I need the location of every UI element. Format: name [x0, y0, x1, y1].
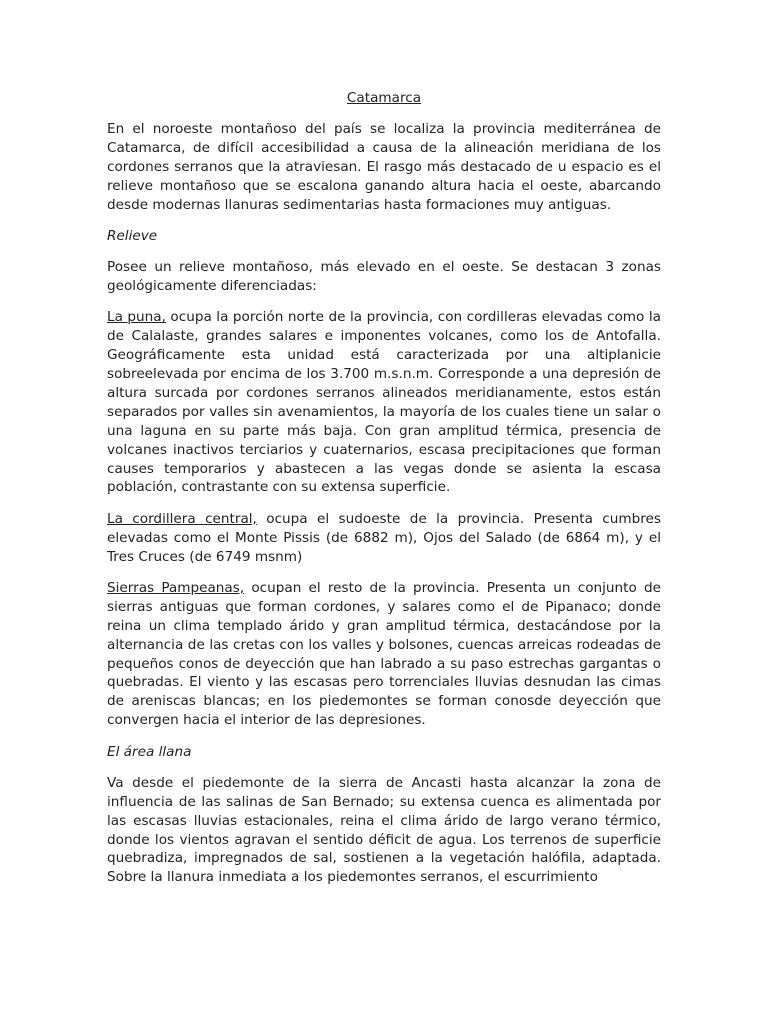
- sierras-paragraph: [107, 579, 661, 730]
- puna-term: La puna,: [107, 309, 166, 326]
- puna-text: ocupa la porción norte de la provincia, con cordilleras elevadas como la de Calalaste, grandes salares e imponentes volcanes, como los de Antofalla. Geográficamente esta unidad está caracterizada por una altiplanicie sobreelevada por encima de los 3.700 m.s.n.m. Corresponde a una depresión de altura surcada por cordones serranos alineados meridianamente, estos están separados por valles sin avenamientos, la mayoría de los cuales tiene un salar o una laguna en su parte más baja. Con gran amplitud térmica, presencia de volcanes inactivos terciarios y cuaternarios, escasa precipitaciones que forman causes temporarios y abastecen a las vegas donde se asienta la escasa población, contrastante con su extensa superficie.: [107, 309, 661, 496]
- document-title: Catamarca: [346, 90, 422, 106]
- sierras-term: Sierras Pampeanas,: [107, 579, 245, 596]
- relieve-intro-paragraph: Posee un relieve montañoso, más elevado en el oeste. Se destacan 3 zonas geológicamente diferenciadas:: [107, 259, 661, 295]
- intro-paragraph: En el noroeste montañoso del país se localiza la provincia mediterránea de Catamarca, de difícil accesibilidad a causa de la alineación meridiana de los cordones serranos que la atraviesan. El rasgo más destacado de u espacio es el relieve montañoso que se escalona ganando altura hacia el oeste, abarcando desde modernas llanuras sedimentarias hasta formaciones muy antiguas.: [107, 120, 661, 213]
- relieve-heading: Relieve: [107, 227, 158, 244]
- puna-paragraph: [107, 308, 661, 497]
- area-llana-heading: El área llana: [107, 743, 192, 760]
- area-llana-paragraph: Va desde el piedemonte de la sierra de Ancasti hasta alcanzar la zona de influencia de las salinas de San Bernado; su extensa cuenca es alimentada por las escasas lluvias estacionales, reina el clima árido de largo verano térmico, donde los vientos agravan el sentido déficit de agua. Los terrenos de superficie quebradiza, impregnados de sal, sostienen a la vegetación halófila, adaptada. Sobre la llanura inmediata a los piedemontes serranos, el escurrimiento: [107, 774, 661, 886]
- cordillera-term: La cordillera central,: [107, 510, 257, 527]
- sierras-text: ocupan el resto de la provincia. Presenta un conjunto de sierras antiguas que forman cordones, y salares como el de Pipanaco; donde reina un clima templado árido y gran amplitud térmica, destacándose por la alternancia de las cretas con los valles y bolsones, cuencas arreicas rodeadas de pequeños conos de deyección que han labrado a su paso estrechas gargantas o quebradas. El viento y las escasas pero torrenciales lluvias desnudan las cimas de areniscas blancas; en los piedemontes se forman conosde deyección que convergen hacia el interior de las depresiones.: [107, 579, 661, 729]
- cordillera-text: ocupa el sudoeste de la provincia. Presenta cumbres elevadas como el Monte Pissis (de 6882 m), Ojos del Salado (de 6864 m), y el Tres Cruces (de 6749 msnm): [107, 510, 661, 565]
- document-page: [107, 89, 661, 900]
- cordillera-paragraph: [107, 510, 661, 567]
